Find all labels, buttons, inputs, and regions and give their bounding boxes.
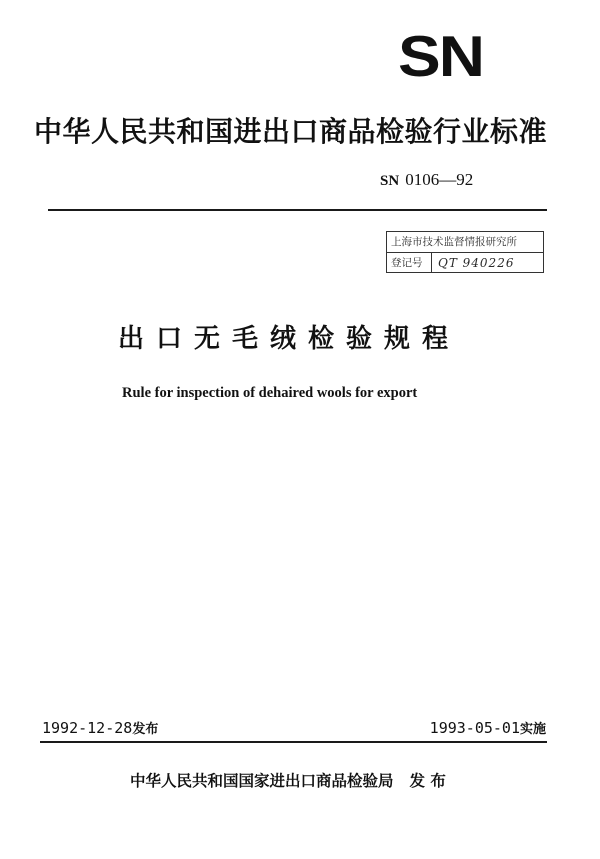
publisher-name: 中华人民共和国国家进出口商品检验局 (130, 772, 394, 790)
top-divider (48, 209, 547, 211)
bottom-divider (40, 741, 547, 743)
standard-prefix: SN (380, 173, 400, 189)
effective-date (430, 716, 546, 742)
effective-date-value: 1993-05-01 (429, 719, 520, 737)
sn-logo: SN (398, 23, 483, 89)
issue-date-suffix: 发布 (132, 722, 159, 737)
standard-org-title: 中华人民共和国进出口商品检验行业标准 (34, 115, 548, 148)
stamp-registration-row (387, 252, 543, 273)
standard-number (380, 170, 473, 191)
standard-code: 0106—92 (405, 170, 474, 189)
stamp-registration-number: QT 940226 (438, 256, 515, 270)
publisher-action: 发 布 (409, 772, 446, 790)
effective-date-suffix: 实施 (519, 722, 546, 737)
issue-date (42, 716, 158, 742)
publisher (130, 769, 470, 793)
issue-date-value: 1992-12-28 (42, 719, 133, 737)
stamp-institute: 上海市技术监督情报研究所 (391, 236, 517, 248)
document-title-english: Rule for inspection of dehaired wools for export (122, 385, 418, 401)
date-row (34, 716, 546, 740)
registration-stamp (386, 231, 544, 273)
document-title-chinese: 出口无毛绒检验规程 (118, 324, 461, 354)
stamp-registration-label: 登记号 (391, 253, 432, 273)
